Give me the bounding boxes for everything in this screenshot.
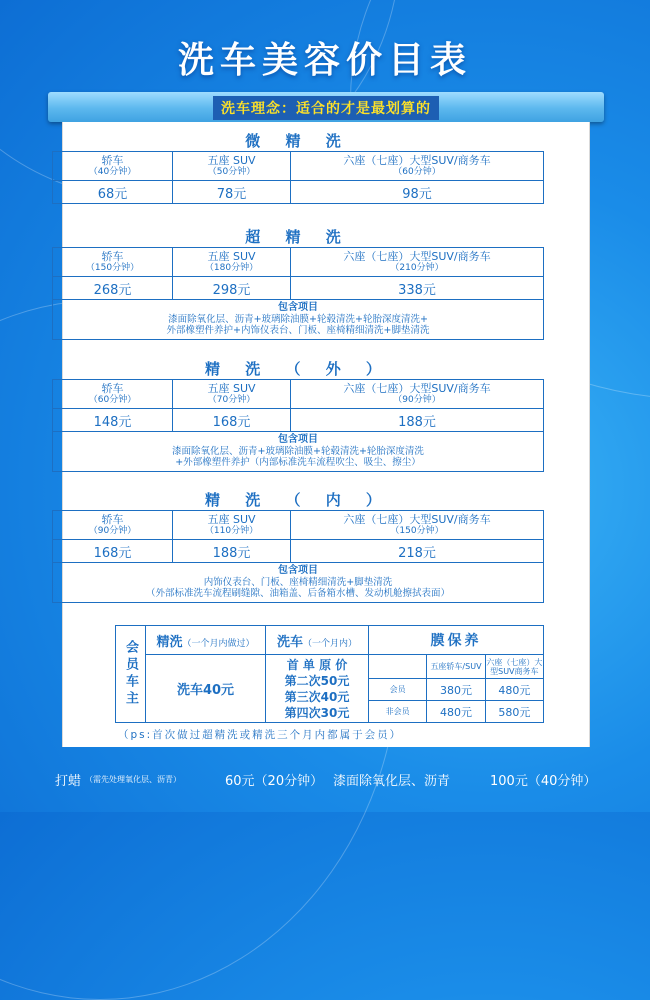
wax-note: （需先处理氧化层、沥青） bbox=[85, 775, 181, 784]
price: 338元 bbox=[291, 277, 544, 300]
slogan-bar bbox=[48, 92, 604, 122]
wash-line: 第二次50元 bbox=[284, 673, 350, 688]
oxidation-label: 漆面除氧化层、沥青 bbox=[333, 774, 451, 789]
price: 380元 bbox=[427, 679, 485, 701]
wash-line: 第四次30元 bbox=[284, 705, 350, 720]
fine-wash-note: （一个月内做过） bbox=[182, 638, 255, 649]
price-table bbox=[52, 379, 544, 472]
price: 188元 bbox=[291, 409, 544, 432]
row-label: 会员 bbox=[369, 679, 427, 701]
price: 168元 bbox=[53, 540, 173, 563]
wash-line: 首 单 原 价 bbox=[286, 657, 348, 672]
included-line: （外部标准洗车流程刷缝隙、油箱盖、后备箱水槽、发动机舱擦拭表面） bbox=[145, 588, 450, 599]
duration: （60分钟） bbox=[88, 395, 137, 405]
page-title: 洗车美容价目表 bbox=[177, 40, 472, 81]
included-line: 漆面除氧化层、沥青+玻璃除油膜+轮毂清洗+轮胎深度清洗+ bbox=[168, 313, 428, 325]
wax-footer bbox=[0, 770, 650, 790]
section-title: 精 洗 （ 内 ） bbox=[205, 491, 391, 509]
car-type: 五座 SUV bbox=[207, 513, 256, 526]
film-col-header: 六座（七座）大型SUV商务车 bbox=[485, 655, 543, 679]
duration: （210分钟） bbox=[390, 263, 444, 273]
wash-note: （一个月内） bbox=[303, 638, 358, 649]
price: 218元 bbox=[291, 540, 544, 563]
wash-line: 第三次40元 bbox=[284, 689, 350, 704]
member-note: （ps:首次做过超精洗或精洗三个月内都属于会员） bbox=[118, 729, 403, 741]
fine-wash-price: 洗车40元 bbox=[146, 655, 266, 723]
car-type: 六座（七座）大型SUV/商务车 bbox=[343, 513, 491, 526]
duration: （70分钟） bbox=[207, 395, 256, 405]
price: 480元 bbox=[427, 701, 485, 723]
section-micro-wash bbox=[52, 131, 544, 204]
price: 68元 bbox=[53, 181, 173, 204]
wash-label: 洗车 bbox=[276, 634, 303, 650]
car-type: 轿车 bbox=[101, 154, 124, 167]
price: 580元 bbox=[485, 701, 543, 723]
section-title: 微 精 洗 bbox=[245, 132, 351, 150]
price: 148元 bbox=[53, 409, 173, 432]
price-table bbox=[52, 247, 544, 340]
car-type: 六座（七座）大型SUV/商务车 bbox=[343, 382, 491, 395]
included-title: 包含项目 bbox=[278, 434, 318, 445]
duration: （150分钟） bbox=[85, 263, 140, 273]
car-type: 五座 SUV bbox=[207, 382, 256, 395]
included-title: 包含项目 bbox=[278, 302, 318, 313]
section-super-wash bbox=[52, 227, 544, 340]
member-pricing bbox=[115, 625, 544, 723]
duration: （50分钟） bbox=[207, 167, 256, 177]
included-line: 内饰仪表台、门板、座椅精细清洗+脚垫清洗 bbox=[203, 576, 393, 588]
duration: （40分钟） bbox=[88, 167, 137, 177]
car-type: 五座 SUV bbox=[207, 250, 256, 263]
car-type: 六座（七座）大型SUV/商务车 bbox=[343, 250, 491, 263]
price-table bbox=[52, 510, 544, 603]
oxidation-price: 100元（40分钟） bbox=[490, 774, 597, 789]
slogan: 洗车理念：适合的才是最划算的 bbox=[213, 96, 439, 120]
duration: （90分钟） bbox=[88, 526, 137, 536]
included-line: +外部橡塑件养护（内部标准洗车流程吹尘、吸尘、擦尘） bbox=[175, 457, 421, 468]
film-care-label: 膜保养 bbox=[369, 626, 544, 655]
section-title: 超 精 洗 bbox=[245, 228, 351, 246]
member-label: 会员车主 bbox=[116, 626, 146, 723]
price: 168元 bbox=[173, 409, 291, 432]
row-label: 非会员 bbox=[369, 701, 427, 723]
fine-wash-label: 精洗 bbox=[156, 634, 183, 650]
price: 98元 bbox=[291, 181, 544, 204]
car-type: 五座 SUV bbox=[207, 154, 256, 167]
price: 188元 bbox=[173, 540, 291, 563]
included-items bbox=[53, 300, 544, 340]
price: 298元 bbox=[173, 277, 291, 300]
price: 268元 bbox=[53, 277, 173, 300]
wax-label: 打蜡 bbox=[55, 774, 82, 789]
included-items bbox=[53, 432, 544, 472]
price-table bbox=[52, 151, 544, 204]
car-type: 六座（七座）大型SUV/商务车 bbox=[343, 154, 491, 167]
car-type: 轿车 bbox=[101, 382, 124, 395]
member-table bbox=[115, 625, 544, 723]
car-type: 轿车 bbox=[101, 250, 124, 263]
wax-price: 60元（20分钟） bbox=[225, 774, 324, 789]
included-items bbox=[53, 563, 544, 603]
section-title: 精 洗 （ 外 ） bbox=[205, 360, 391, 378]
film-col-header: 五座轿车/SUV bbox=[427, 655, 485, 679]
price: 480元 bbox=[485, 679, 543, 701]
duration: （90分钟） bbox=[393, 395, 441, 405]
duration: （180分钟） bbox=[204, 263, 259, 273]
duration: （110分钟） bbox=[204, 526, 259, 536]
duration: （60分钟） bbox=[393, 167, 441, 177]
duration: （150分钟） bbox=[390, 526, 444, 536]
car-type: 轿车 bbox=[101, 513, 124, 526]
price: 78元 bbox=[173, 181, 291, 204]
included-line: 外部橡塑件养护+内饰仪表台、门板、座椅精细清洗+脚垫清洗 bbox=[166, 325, 430, 336]
included-line: 漆面除氧化层、沥青+玻璃除油膜+轮毂清洗+轮胎深度清洗 bbox=[172, 445, 424, 457]
section-exterior-wash bbox=[52, 359, 544, 472]
included-title: 包含项目 bbox=[278, 565, 318, 576]
section-interior-wash bbox=[52, 490, 544, 603]
